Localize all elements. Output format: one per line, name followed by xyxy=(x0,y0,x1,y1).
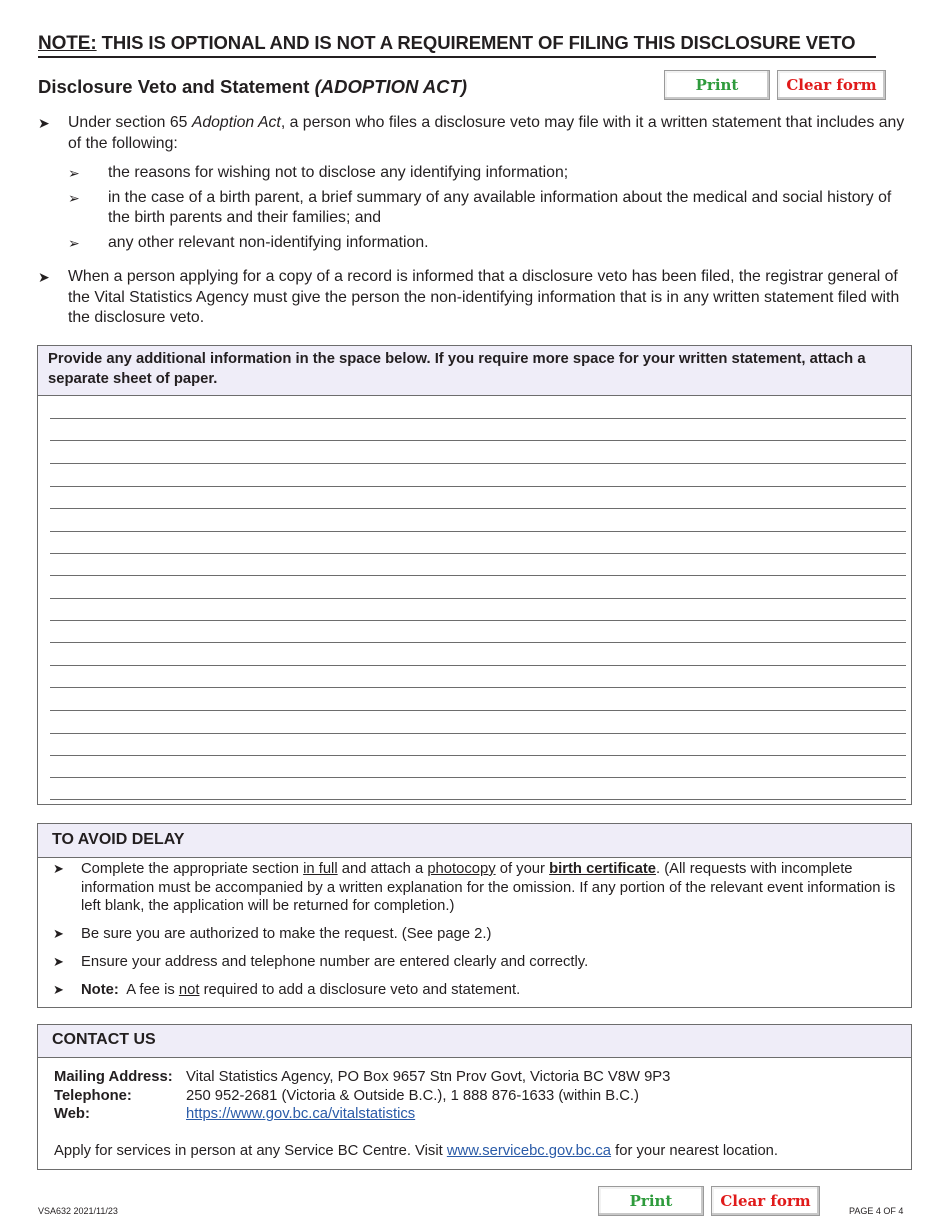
contact-box xyxy=(37,1024,912,1170)
avoid-delay-item-4: ➤ Note: A fee is not required to add a disclosure veto and statement. xyxy=(53,981,521,998)
apply-in-person-text: Apply for services in person at any Service BC Centre. Visit www.servicebc.gov.bc.ca for your nearest location. xyxy=(54,1142,779,1159)
arrow-bullet-icon: ➤ xyxy=(53,861,64,876)
avoid-delay-heading: TO AVOID DELAY xyxy=(38,824,911,858)
contact-mailing-row xyxy=(54,1068,895,1087)
note-label: NOTE: xyxy=(38,33,97,54)
arrowhead-bullet-icon: ➢ xyxy=(68,165,80,181)
statement-textarea[interactable] xyxy=(38,396,911,804)
arrowhead-bullet-icon: ➢ xyxy=(68,234,80,251)
ruled-line xyxy=(50,486,906,487)
arrow-bullet-icon: ➤ xyxy=(53,926,64,942)
ruled-line xyxy=(50,755,906,756)
ruled-line xyxy=(50,440,906,441)
mailing-value: Vital Statistics Agency, PO Box 9657 Stn Prov Govt, Victoria BC V8W 9P3 xyxy=(186,1069,671,1085)
arrow-bullet-icon: ➤ xyxy=(53,981,64,997)
intro-sub-item-1: ➢ the reasons for wishing not to disclose any identifying information; xyxy=(38,163,908,184)
arrow-bullet-icon: ➤ xyxy=(38,269,50,285)
statement-box xyxy=(37,345,912,805)
avoid-delay-box xyxy=(37,823,912,1008)
arrow-bullet-icon: ➤ xyxy=(38,115,50,131)
ruled-line xyxy=(50,620,906,621)
ruled-line xyxy=(50,710,906,711)
page-number: PAGE 4 OF 4 xyxy=(849,1206,904,1216)
form-title-plain: Disclosure Veto and Statement xyxy=(38,76,315,97)
statement-instruction: Provide any additional information in the space below. If you require more space for your written statement, attach a separate sheet of paper. xyxy=(38,346,911,396)
intro-bullet-1: ➤ Under section 65 Adoption Act, a person who files a disclosure veto may file with it a written statement that includes any of the following: xyxy=(38,114,905,152)
arrow-bullet-icon: ➤ xyxy=(53,953,64,969)
ruled-line xyxy=(50,575,906,576)
intro-bullet-2: ➤ When a person applying for a copy of a record is informed that a disclosure veto has been filed, the registrar general of the Vital Statistics Agency must give the person the non-identifying information that is in any written statement filed with the disclosure veto. xyxy=(38,268,900,326)
ruled-line xyxy=(50,687,906,688)
arrowhead-bullet-icon: ➢ xyxy=(68,189,80,206)
phone-value: 250 952-2681 (Victoria & Outside B.C.), 1 888 876-1633 (within B.C.) xyxy=(186,1087,639,1104)
ruled-line xyxy=(50,665,906,666)
form-title xyxy=(38,76,467,98)
print-button-bottom[interactable]: Print xyxy=(598,1186,704,1216)
intro-sub-item-2: ➢ in the case of a birth parent, a brief summary of any available information about the medical and social history of the birth parents and their families; and xyxy=(68,188,892,226)
ruled-line xyxy=(50,531,906,532)
servicebc-link[interactable]: www.servicebc.gov.bc.ca xyxy=(446,1142,612,1159)
ruled-line xyxy=(50,598,906,599)
mailing-label: Mailing Address: xyxy=(54,1069,173,1085)
ruled-line xyxy=(50,733,906,734)
form-code: VSA632 2021/11/23 xyxy=(38,1206,118,1216)
contact-phone-row xyxy=(54,1087,895,1106)
ruled-line xyxy=(50,777,906,778)
intro-section xyxy=(38,113,908,329)
avoid-delay-item-2: ➤ Be sure you are authorized to make the request. (See page 2.) xyxy=(53,926,492,943)
print-button-top[interactable]: Print xyxy=(664,70,770,100)
contact-heading: CONTACT US xyxy=(38,1025,911,1058)
contact-details xyxy=(38,1058,911,1160)
ruled-line xyxy=(50,508,906,509)
ruled-line xyxy=(50,418,906,419)
contact-web-row xyxy=(54,1105,895,1124)
web-label: Web: xyxy=(54,1106,90,1122)
ruled-line xyxy=(50,463,906,464)
note-text: THIS IS OPTIONAL AND IS NOT A REQUIREMENT OF FILING THIS DISCLOSURE VETO xyxy=(96,32,856,53)
ruled-line xyxy=(50,642,906,643)
web-link[interactable]: https://www.gov.bc.ca/vitalstatistics xyxy=(186,1106,416,1122)
avoid-delay-item-1: ➤ Complete the appropriate section in full and attach a photocopy of your birth certificate. (All requests with incomplete information must be accompanied by a written explanation for the omission. If any portion of the relevant event information is left blank, the application will be returned for completion.) xyxy=(53,861,896,915)
avoid-delay-list xyxy=(38,860,911,999)
phone-label: Telephone: xyxy=(54,1087,132,1104)
intro-sub-item-3: ➢ any other relevant non-identifying information. xyxy=(38,233,908,254)
ruled-line xyxy=(50,553,906,554)
avoid-delay-item-3: ➤ Ensure your address and telephone number are entered clearly and correctly. xyxy=(53,953,589,970)
clear-form-button-bottom[interactable]: Clear form xyxy=(711,1186,820,1216)
note-banner xyxy=(38,32,876,58)
clear-form-button-top[interactable]: Clear form xyxy=(777,70,886,100)
ruled-line xyxy=(50,799,906,800)
form-title-act: (ADOPTION ACT) xyxy=(314,76,467,97)
